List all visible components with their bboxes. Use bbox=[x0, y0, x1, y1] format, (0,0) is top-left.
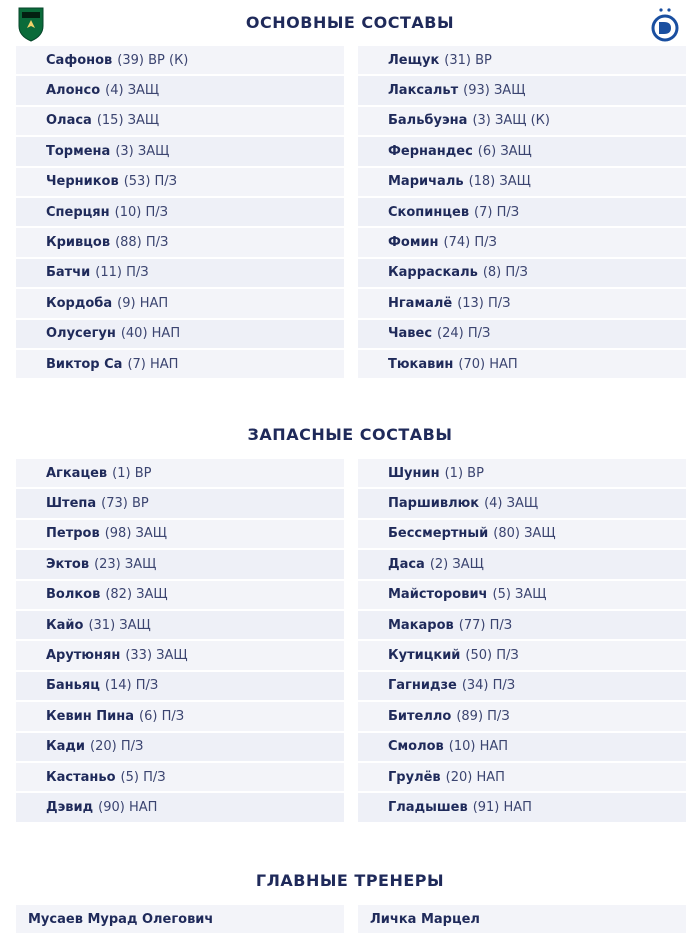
player-name: Скопинцев bbox=[388, 204, 470, 220]
player-name: Фернандес bbox=[388, 143, 473, 159]
player-name: Гладышев bbox=[388, 799, 468, 815]
player-name: Дэвид bbox=[46, 799, 94, 815]
player-name: Кайо bbox=[46, 617, 84, 633]
player-row bbox=[16, 168, 344, 198]
player-name: Маричаль bbox=[388, 174, 464, 190]
player-number-position: (91) НАП bbox=[472, 799, 532, 815]
player-name: Шунин bbox=[388, 465, 440, 481]
away-starters-list bbox=[358, 46, 686, 380]
player-row bbox=[358, 611, 686, 641]
player-name: Сперцян bbox=[46, 204, 110, 220]
player-number-position: (18) ЗАЩ bbox=[468, 174, 531, 190]
subs-lineups bbox=[16, 459, 686, 824]
player-row bbox=[358, 702, 686, 732]
player-name: Гагнидзе bbox=[388, 678, 457, 694]
player-name: Агкацев bbox=[46, 465, 108, 481]
player-row bbox=[358, 107, 686, 137]
player-name: Кастаньо bbox=[46, 769, 116, 785]
player-name: Оласа bbox=[46, 113, 92, 129]
player-row bbox=[16, 459, 344, 489]
player-row bbox=[16, 763, 344, 793]
player-number-position: (80) ЗАЩ bbox=[493, 526, 556, 542]
player-name: Кади bbox=[46, 739, 86, 755]
player-row bbox=[16, 228, 344, 258]
player-row bbox=[16, 198, 344, 228]
player-number-position: (1) ВР bbox=[112, 465, 152, 481]
player-name: Бителло bbox=[388, 708, 452, 724]
player-row bbox=[358, 198, 686, 228]
player-number-position: (77) П/З bbox=[458, 617, 513, 633]
player-name: Бальбуэна bbox=[388, 113, 468, 129]
player-name: Фомин bbox=[388, 235, 439, 251]
player-number-position: (10) НАП bbox=[448, 739, 509, 755]
away-coach: Личка Марцел bbox=[358, 905, 686, 935]
player-number-position: (6) ЗАЩ bbox=[477, 143, 532, 159]
player-name: Арутюнян bbox=[46, 648, 121, 664]
player-name: Макаров bbox=[388, 617, 454, 633]
player-name: Баньяц bbox=[46, 678, 100, 694]
player-row bbox=[358, 76, 686, 106]
player-number-position: (98) ЗАЩ bbox=[104, 526, 167, 542]
player-number-position: (31) ЗАЩ bbox=[88, 617, 151, 633]
player-number-position: (74) П/З bbox=[443, 235, 497, 251]
player-name: Лещук bbox=[388, 52, 440, 68]
player-number-position: (33) ЗАЩ bbox=[125, 648, 188, 664]
player-name: Черников bbox=[46, 174, 119, 190]
player-number-position: (10) П/З bbox=[114, 204, 168, 220]
away-subs-list bbox=[358, 459, 686, 824]
player-row bbox=[358, 137, 686, 167]
player-name: Кевин Пина bbox=[46, 708, 135, 724]
player-name: Петров bbox=[46, 526, 100, 542]
player-number-position: (40) НАП bbox=[120, 326, 181, 342]
player-number-position: (1) ВР bbox=[444, 465, 484, 481]
player-name: Кривцов bbox=[46, 235, 111, 251]
player-name: Кутицкий bbox=[388, 648, 461, 664]
lineups-header bbox=[0, 0, 700, 46]
player-number-position: (53) П/З bbox=[123, 174, 178, 190]
coaches-row bbox=[16, 905, 686, 935]
player-number-position: (73) ВР bbox=[101, 496, 149, 512]
player-number-position: (34) П/З bbox=[461, 678, 516, 694]
player-number-position: (90) НАП bbox=[98, 799, 158, 815]
player-row bbox=[16, 793, 344, 823]
player-row bbox=[358, 228, 686, 258]
player-number-position: (13) П/З bbox=[457, 295, 511, 311]
player-name: Даса bbox=[388, 556, 425, 572]
player-name: Чавес bbox=[388, 326, 433, 342]
player-name: Эктов bbox=[46, 556, 90, 572]
player-number-position: (31) ВР bbox=[444, 52, 492, 68]
player-number-position: (7) П/З bbox=[474, 204, 520, 220]
player-name: Грулёв bbox=[388, 769, 441, 785]
dynamo-logo-icon bbox=[650, 4, 680, 44]
player-row bbox=[16, 702, 344, 732]
player-name: Смолов bbox=[388, 739, 444, 755]
player-row bbox=[16, 350, 344, 380]
player-name: Олусегун bbox=[46, 326, 116, 342]
player-number-position: (39) ВР (К) bbox=[117, 52, 189, 68]
player-name: Карраскаль bbox=[388, 265, 478, 281]
player-row bbox=[16, 137, 344, 167]
player-row bbox=[358, 550, 686, 580]
player-row bbox=[16, 489, 344, 519]
player-row bbox=[16, 550, 344, 580]
player-name: Алонсо bbox=[46, 83, 101, 99]
player-row bbox=[16, 46, 344, 76]
player-number-position: (14) П/З bbox=[104, 678, 159, 694]
player-name: Кордоба bbox=[46, 295, 113, 311]
player-number-position: (4) ЗАЩ bbox=[105, 83, 160, 99]
player-number-position: (3) ЗАЩ (К) bbox=[472, 113, 550, 129]
player-row bbox=[358, 733, 686, 763]
player-number-position: (93) ЗАЩ bbox=[463, 83, 526, 99]
player-number-position: (89) П/З bbox=[456, 708, 510, 724]
player-number-position: (5) ЗАЩ bbox=[492, 587, 547, 603]
player-name: Виктор Са bbox=[46, 356, 123, 372]
player-row bbox=[358, 520, 686, 550]
player-name: Лаксальт bbox=[388, 83, 459, 99]
player-row bbox=[16, 672, 344, 702]
player-number-position: (3) ЗАЩ bbox=[115, 143, 170, 159]
player-number-position: (24) П/З bbox=[437, 326, 491, 342]
player-row bbox=[358, 459, 686, 489]
subs-title: ЗАПАСНЫЕ СОСТАВЫ bbox=[247, 425, 453, 444]
player-row bbox=[16, 289, 344, 319]
player-name: Тормена bbox=[46, 143, 111, 159]
player-row bbox=[16, 259, 344, 289]
player-number-position: (20) П/З bbox=[90, 739, 144, 755]
player-number-position: (4) ЗАЩ bbox=[484, 496, 539, 512]
player-row bbox=[358, 259, 686, 289]
player-number-position: (70) НАП bbox=[458, 356, 518, 372]
player-row bbox=[358, 289, 686, 319]
player-row bbox=[16, 581, 344, 611]
player-row bbox=[16, 520, 344, 550]
player-row bbox=[358, 581, 686, 611]
player-name: Бессмертный bbox=[388, 526, 489, 542]
player-number-position: (6) П/З bbox=[139, 708, 185, 724]
player-row bbox=[358, 350, 686, 380]
home-subs-list bbox=[16, 459, 344, 824]
player-row bbox=[358, 46, 686, 76]
player-name: Майсторович bbox=[388, 587, 488, 603]
starters-title: ОСНОВНЫЕ СОСТАВЫ bbox=[245, 13, 455, 32]
player-number-position: (82) ЗАЩ bbox=[105, 587, 168, 603]
player-row bbox=[16, 611, 344, 641]
player-name: Паршивлюк bbox=[388, 496, 480, 512]
coaches-title: ГЛАВНЫЕ ТРЕНЕРЫ bbox=[255, 871, 445, 890]
player-number-position: (5) П/З bbox=[120, 769, 166, 785]
player-number-position: (88) П/З bbox=[115, 235, 169, 251]
home-coach: Мусаев Мурад Олегович bbox=[16, 905, 344, 935]
player-row bbox=[358, 793, 686, 823]
player-row bbox=[358, 641, 686, 671]
player-number-position: (7) НАП bbox=[127, 356, 179, 372]
player-row bbox=[16, 733, 344, 763]
player-row bbox=[16, 76, 344, 106]
player-name: Штепа bbox=[46, 496, 97, 512]
player-number-position: (9) НАП bbox=[117, 295, 169, 311]
player-number-position: (50) П/З bbox=[465, 648, 519, 664]
player-row bbox=[16, 641, 344, 671]
player-number-position: (2) ЗАЩ bbox=[429, 556, 484, 572]
player-number-position: (15) ЗАЩ bbox=[96, 113, 160, 129]
player-number-position: (11) П/З bbox=[95, 265, 149, 281]
home-starters-list bbox=[16, 46, 344, 380]
player-name: Тюкавин bbox=[388, 356, 454, 372]
player-name: Батчи bbox=[46, 265, 91, 281]
player-row bbox=[358, 320, 686, 350]
player-name: Волков bbox=[46, 587, 101, 603]
player-row bbox=[358, 672, 686, 702]
player-row bbox=[358, 489, 686, 519]
player-name: Нгамалё bbox=[388, 295, 453, 311]
player-row bbox=[358, 763, 686, 793]
player-number-position: (8) П/З bbox=[482, 265, 528, 281]
player-name: Сафонов bbox=[46, 52, 113, 68]
starters-lineups bbox=[16, 46, 686, 380]
player-row bbox=[16, 320, 344, 350]
player-row bbox=[358, 168, 686, 198]
player-number-position: (20) НАП bbox=[445, 769, 505, 785]
player-number-position: (23) ЗАЩ bbox=[94, 556, 157, 572]
player-row bbox=[16, 107, 344, 137]
